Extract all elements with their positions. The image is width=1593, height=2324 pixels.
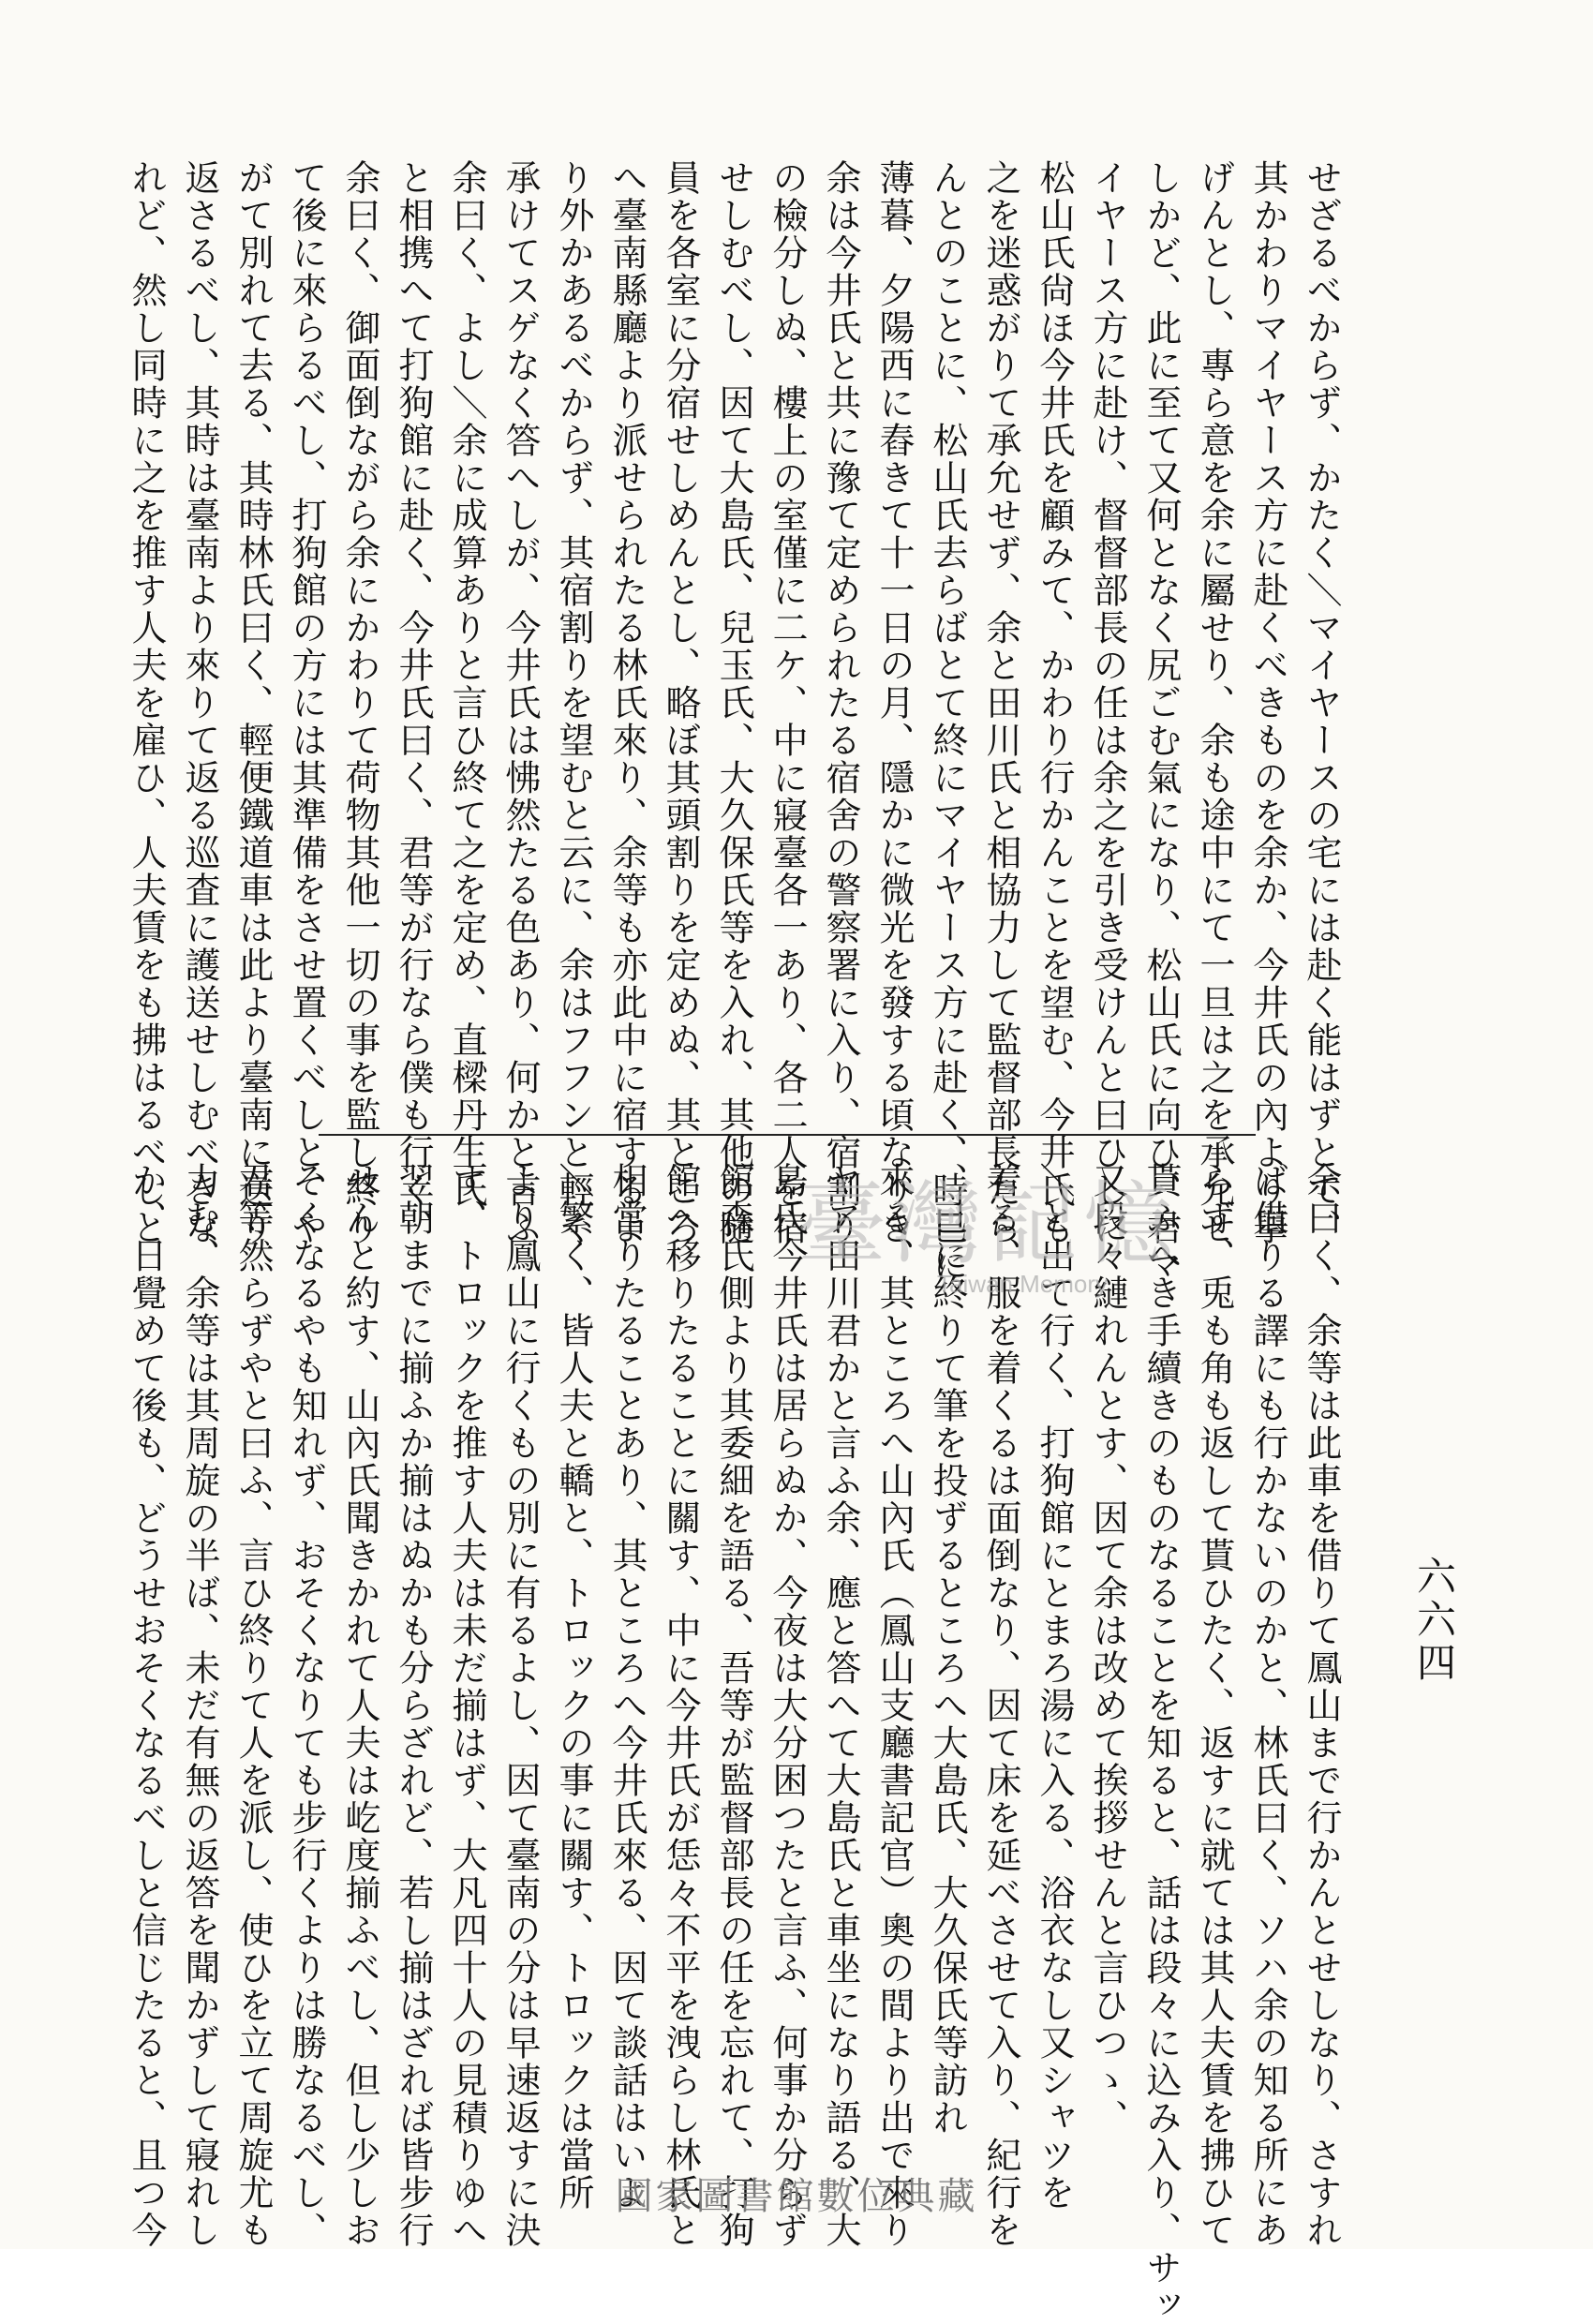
text-line: がて別れて去る、其時林氏曰く、輕便鐵道車は此より臺南に送り: [232, 159, 274, 1246]
text-line: より鳳山に行くもの別に有るよし、因て臺南の分は早速返すに決: [499, 1162, 541, 2249]
text-line: 力む、余等は其周旋の半ば、未だ有無の返答を聞かずして寢れし: [179, 1162, 220, 2249]
text-line: と相携へて打狗館に赴く、今井氏曰く、君等が行なら僕も行く、: [393, 159, 434, 1246]
text-line: そくなるやも知れず、おそくなりても步行くよりは勝なるべし、: [286, 1162, 327, 2249]
text-line: 松山氏尙ほ今井氏を顧みて、かわり行かんことを望む、今井氏も: [1034, 159, 1075, 1246]
section-divider: [319, 1134, 1256, 1136]
text-line: の檢分しぬ、樓上の室僅に二ケ、中に寢臺各一あり、各二人を宿: [767, 159, 808, 1246]
page-number: 六六四: [1411, 1556, 1457, 1685]
text-line: 又段々縺れんとす、因て余は改めて挨拶せんと言ひつゝ、: [1087, 1162, 1128, 2137]
text-line: 島氏今井氏は居らぬか、今夜は大分困つたと言ふ、何事か分らず: [767, 1162, 808, 2249]
text-line: げんとし、專ら意を余に屬せり、余も途中にて一旦は之を承允せ: [1194, 159, 1235, 1246]
text-line: す、トロックを推す人夫は未だ揃はず、大凡四十人の見積りゆへ: [446, 1162, 487, 2249]
text-line: んとのことに、松山氏去らばとて終にマイヤース方に赴く、時已に: [927, 159, 968, 1284]
text-line: 君等然らずやと曰ふ、言ひ終りて人を派し、使ひを立て周旋尤も: [232, 1162, 274, 2249]
text-line: せざるべからず、かたく＼マイヤースの宅には赴く能はずとて、: [1301, 159, 1342, 1246]
text-line: しかど、此に至て又何となく尻ごむ氣になり、松山氏に向ひ、君マ: [1140, 159, 1182, 1284]
footer-caption: 國家圖書館數位典藏: [615, 2175, 978, 2218]
text-line: 館森氏側より其委細を語る、吾等が監督部長の任を忘れて、打狗: [713, 1162, 754, 2249]
text-line: 館へ移りたることに關す、中に今井氏が恁々不平を洩らし林氏と: [660, 1162, 701, 2249]
text-line: 薄暮、夕陽西に舂きて十一日の月、隱かに微光を發する頃なりき: [873, 159, 915, 1246]
text-line: り外かあるべからず、其宿割りを望むと云に、余はフフンと輕く: [553, 159, 594, 1246]
text-line: ば借りる譯にも行かないのかと、林氏曰く、ソハ余の知る所にあ: [1247, 1162, 1288, 2249]
watermark-subtext: Taiwan Memory: [937, 1270, 1109, 1298]
text-line: せんと約す、山內氏聞きかれて人夫は屹度揃ふべし、但し少しお: [339, 1162, 380, 2249]
text-line: 、已に終りて筆を投ずるところへ大島氏、大久保氏等訪れ: [927, 1162, 968, 2137]
text-line: れど、然し同時に之を推す人夫を雇ひ、人夫賃をも拂はるべしと: [126, 159, 167, 1246]
text-line: 返さるべし、其時は臺南より來りて返る巡査に護送せしむべきな: [179, 159, 220, 1246]
text-line: 余は今井氏と共に豫て定められたる宿舍の警察署に入り、宿割り: [820, 159, 861, 1246]
text-line: イヤース方に赴け、督督部長の任は余之を引き受けんと曰ひしに: [1087, 159, 1128, 1246]
text-line: 翌朝までに揃ふか揃はぬかも分らざれど、若し揃はざれば皆步行: [393, 1162, 434, 2249]
text-line: 之を迷惑がりて承允せず、余と田川氏と相協力して監督部長たら: [980, 159, 1021, 1246]
text-line: ヤア田川君かと言ふ余、應と答へて大島氏と車坐になり語る、大: [820, 1162, 861, 2249]
text-line: 員を各室に分宿せしめんとし、略ぼ其頭割りを定めぬ、其ところ: [660, 159, 701, 1246]
text-line: 承けてスゲなく答へしが、今井氏は怫然たる色あり、何かと言ふ: [499, 159, 541, 1246]
text-line: 余曰く、余等は此車を借りて鳳山まで行かんとせしなり、さすれ: [1301, 1162, 1342, 2249]
text-line: せしむべし、因て大島氏、兒玉氏、大久保氏等を入れ、其他の隨: [713, 159, 754, 1246]
text-line: ＼と出て行く、打狗館にとまろ湯に入る、浴衣なし又シャツを: [1034, 1162, 1075, 2212]
text-line: らず、兎も角も返して貰ひたく、返すに就ては其人夫賃を拂ひて: [1194, 1162, 1235, 2249]
watermark-logo: 臺灣記憶: [796, 1171, 1179, 1276]
text-line: て後に來らるべし、打狗館の方には其準備をさせ置くべしと、や: [286, 159, 327, 1246]
text-line: 余曰く、御面倒ながら余にかわりて荷物其他一切の事を監し終り: [339, 159, 380, 1246]
text-line: 來る、其ところへ山內氏（鳳山支廳書記官）奧の間より出で來り: [873, 1162, 915, 2249]
text-line: 貰ふへき手續きのものなることを知ると、話は段々に込み入り、サッ: [1140, 1162, 1182, 2324]
text-line: 相當りたることあり、其ところへ今井氏來る、因て談話はいよ: [606, 1162, 648, 2212]
text-line: ＼繁く、皆人夫と轎と、トロックの事に關す、トロックは當所: [553, 1162, 594, 2212]
text-line: 着る、服を着くるは面倒なり、因て床を延べさせて入り、紀行を: [980, 1162, 1021, 2249]
text-line: 其かわりマイヤース方に赴くべきものを余か、今井氏の內より擧: [1247, 159, 1288, 1246]
text-line: 余曰く、よし＼余に成算ありと言ひ終て之を定め、直樑丹生氏: [446, 159, 487, 1209]
text-line: か、日覺めて後も、どうせおそくなるべしと信じたると、且つ今: [126, 1162, 167, 2249]
text-line: へ臺南縣廳より派せられたる林氏來り、余等も亦此中に宿するよ: [606, 159, 648, 1246]
